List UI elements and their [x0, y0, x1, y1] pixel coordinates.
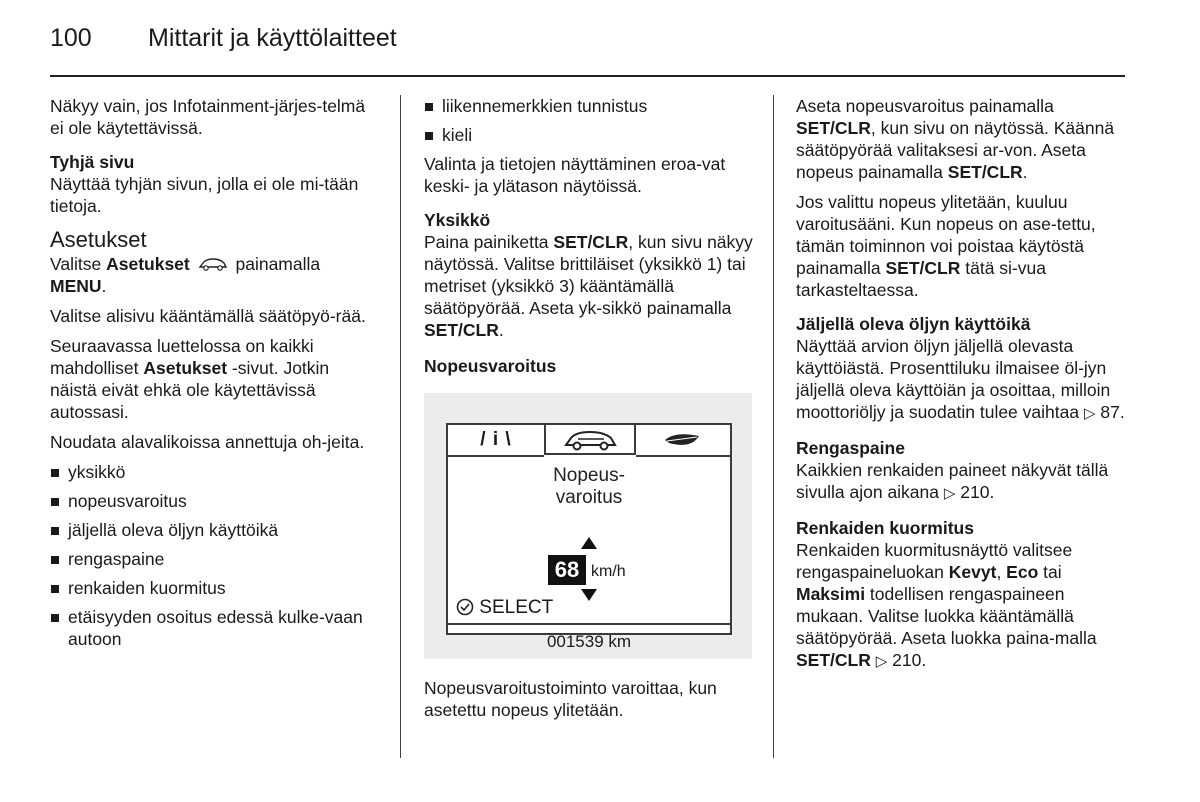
instrument-display: [446, 423, 732, 651]
settings-list-continued: [424, 95, 754, 146]
page-ref-icon: ▷: [875, 653, 888, 670]
odometer-separator: [448, 623, 730, 625]
page-ref-icon: ▷: [943, 485, 956, 502]
display-title-line1: Nopeus-: [553, 465, 625, 486]
car-settings-icon: [198, 257, 228, 271]
paragraph-follow-instructions: Noudata alavalikoissa annettuja oh-jeita.: [50, 432, 365, 452]
tab-eco: [636, 425, 730, 455]
page-ref[interactable]: 87: [1100, 402, 1120, 422]
list-item: yksikkö: [50, 461, 375, 483]
header-rule: [50, 75, 1125, 77]
list-item: jäljellä oleva öljyn käyttöikä: [50, 519, 375, 541]
odometer-value: 001539 km: [546, 632, 632, 651]
speed-warning-figure: [424, 393, 752, 659]
column-3: [796, 95, 1126, 681]
paragraph-speed-warning: Nopeusvaroitustoiminto varoittaa, kun asetettu nopeus ylitetään.: [424, 678, 717, 720]
arrow-down-icon: [581, 589, 597, 601]
arrow-up-icon: [581, 537, 597, 549]
paragraph-tyre-pressure: Kaikkien renkaiden paineet näkyvät tällä sivulla ajon aikana ▷ 210.: [796, 460, 1109, 502]
paragraph-display-levels: Valinta ja tietojen näyttäminen eroa-vat keski- ja ylätason näytöissä.: [424, 154, 726, 196]
column-divider-1: [400, 95, 401, 758]
settings-list: [50, 461, 375, 650]
speed-value: 68: [548, 555, 586, 585]
check-circle-icon: [456, 598, 474, 616]
paragraph-infotainment: Näkyy vain, jos Infotainment-järjes-telmä ei ole käytettävissä.: [50, 96, 366, 138]
select-row: [456, 597, 553, 619]
road-icon: / i \: [480, 429, 512, 450]
page-ref[interactable]: 210: [892, 650, 922, 670]
heading-tyre-load: Renkaiden kuormitus: [796, 518, 974, 538]
page-ref[interactable]: 210: [960, 482, 990, 502]
paragraph-blank-page: Näyttää tyhjän sivun, jolla ei ole mi-tään tietoja.: [50, 174, 359, 216]
list-item: nopeusvaroitus: [50, 490, 375, 512]
tab-underline: [636, 455, 730, 457]
page-number: 100: [50, 24, 92, 52]
tab-underline: [448, 455, 544, 457]
heading-blank-page: Tyhjä sivu: [50, 152, 135, 172]
tab-vehicle-settings: [544, 425, 636, 455]
column-divider-2: [773, 95, 774, 758]
tab-trip: [448, 425, 544, 455]
display-title-line2: varoitus: [555, 487, 623, 508]
list-item: rengaspaine: [50, 548, 375, 570]
list-item: etäisyyden osoitus edessä kulke-vaan autoon: [50, 606, 375, 650]
select-label: SELECT: [479, 597, 554, 618]
paragraph-unit: Paina painiketta SET/CLR, kun sivu näkyy näytössä. Valitse brittiläiset (yksikkö 1) tai metriset (yksikkö 3) kääntämällä säätöpyörää. Aseta yk-sikkö painamalla SET/CLR.: [424, 232, 753, 340]
paragraph-select-settings: Valitse Asetukset painamalla MENU.: [50, 254, 321, 296]
paragraph-settings-list: Seuraavassa luettelossa on kaikki mahdolliset Asetukset -sivut. Jotkin näistä eivät ehkä ole käytettävissä autossasi.: [50, 336, 330, 422]
list-item: liikennemerkkien tunnistus: [424, 95, 754, 117]
paragraph-tyre-load: Renkaiden kuormitusnäyttö valitsee rengaspaineluokan Kevyt, Eco tai Maksimi todellisen rengaspaineen mukaan. Valitse luokka kääntämällä säätöpyörää. Aseta luokka paina-malla SET/CLR ▷ 210.: [796, 540, 1097, 670]
heading-settings: Asetukset: [50, 227, 147, 252]
heading-oil-life: Jäljellä oleva öljyn käyttöikä: [796, 314, 1031, 334]
paragraph-oil-life: Näyttää arvion öljyn jäljellä olevasta käyttöiästä. Prosenttiluku ilmaisee öl-jyn jäljellä oleva käyttöiän ja osoittaa, milloin moottoriöljy ja suodatin tulee vaihtaa ▷ 87.: [796, 336, 1125, 422]
heading-unit: Yksikkö: [424, 210, 491, 230]
page-ref-icon: ▷: [1083, 405, 1096, 422]
car-icon: [560, 428, 620, 452]
paragraph-set-speed-warning: Aseta nopeusvaroitus painamalla SET/CLR, kun sivu on näytössä. Käännä säätöpyörää valitaksesi ar-von. Aseta nopeus painamalla SET/CLR.: [796, 96, 1115, 182]
heading-tyre-pressure: Rengaspaine: [796, 438, 905, 458]
list-item: renkaiden kuormitus: [50, 577, 375, 599]
heading-speed-warning: Nopeusvaroitus: [424, 356, 557, 376]
paragraph-speed-exceeded: Jos valittu nopeus ylitetään, kuuluu varoitusääni. Kun nopeus on ase-tettu, tämän toiminnon voi poistaa käytöstä painamalla SET/CLR tätä si-vua tarkasteltaessa.: [796, 192, 1096, 300]
paragraph-select-subpage: Valitse alisivu kääntämällä säätöpyö-rää.: [50, 306, 366, 326]
page-title: Mittarit ja käyttölaitteet: [148, 24, 397, 52]
speed-unit: km/h: [591, 563, 626, 580]
column-1: [50, 95, 375, 657]
leaf-icon: [661, 429, 705, 451]
list-item: kieli: [424, 124, 754, 146]
column-2: [424, 95, 754, 729]
